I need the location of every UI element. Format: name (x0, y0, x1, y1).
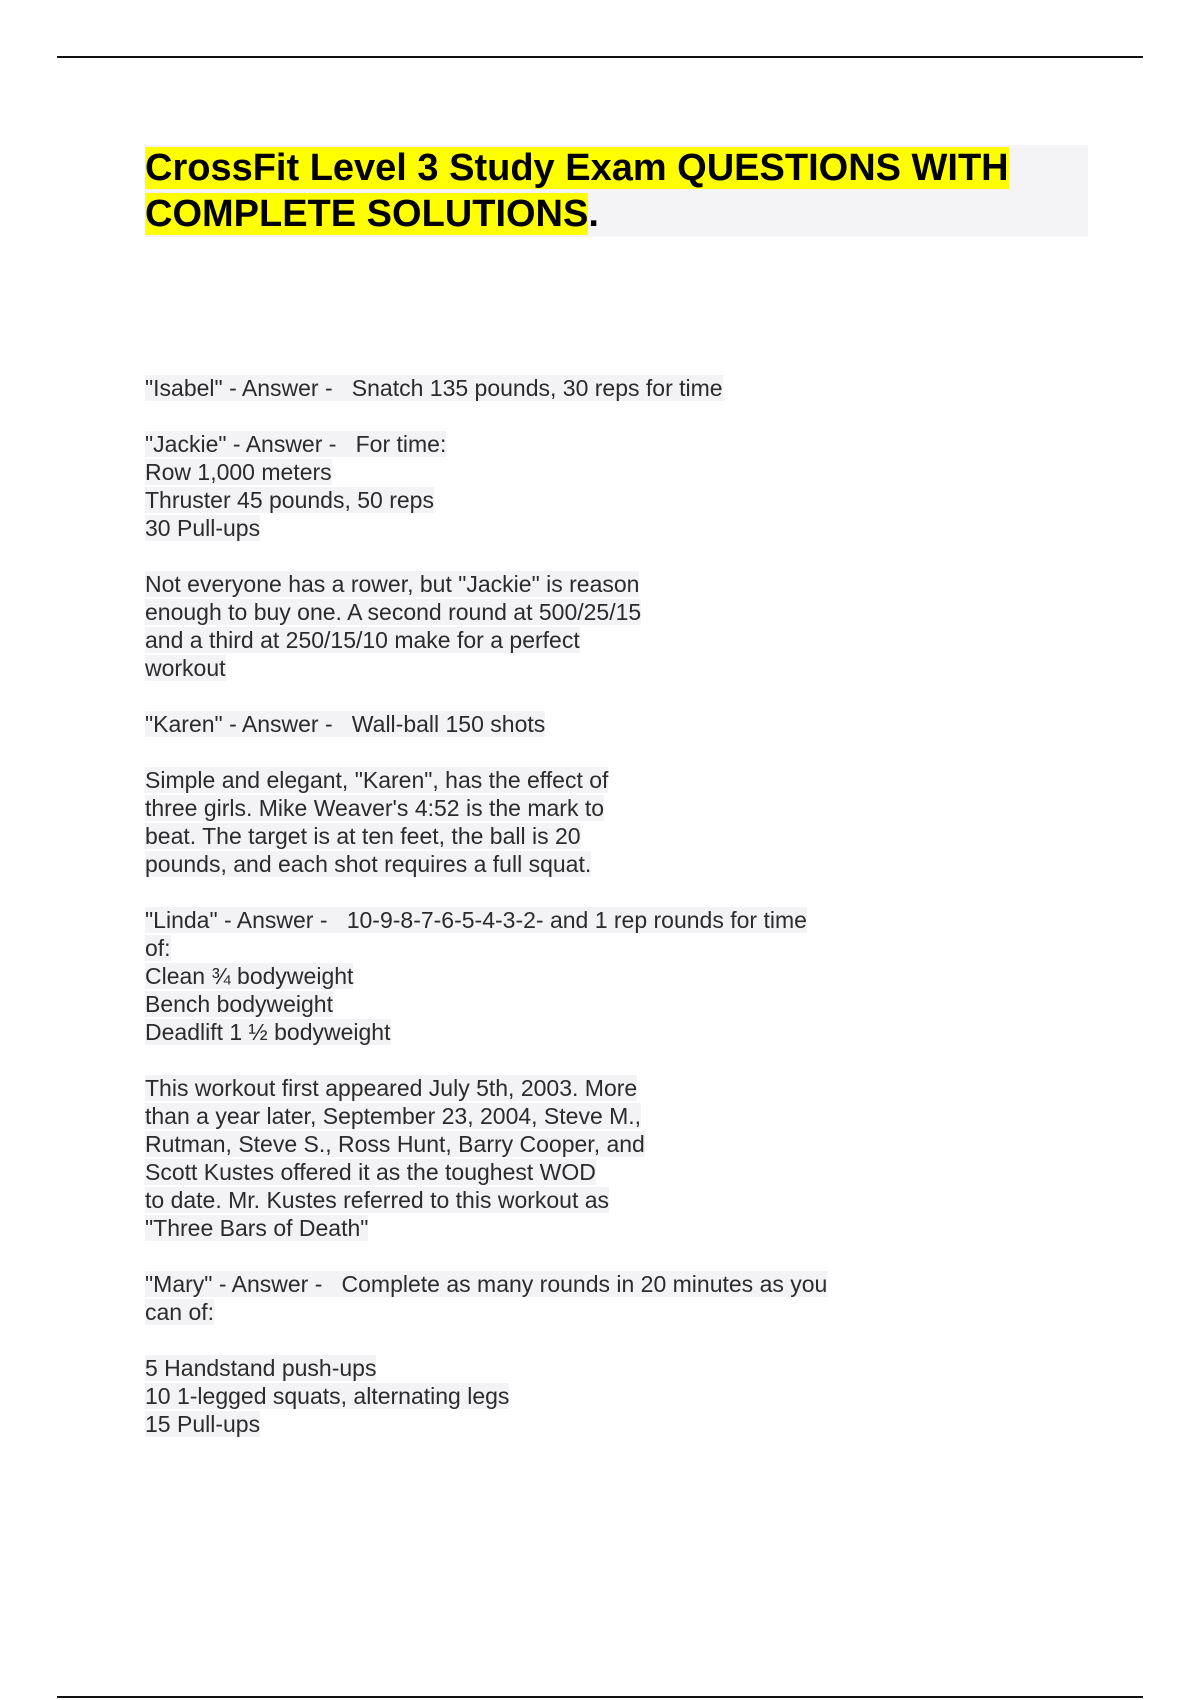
question-label: "Isabel" - Answer - (145, 375, 333, 401)
note-line: three girls. Mike Weaver's 4:52 is the mark to (145, 795, 605, 821)
qa-entry-karen (145, 710, 1045, 738)
note-line: Scott Kustes offered it as the toughest WOD (145, 1159, 596, 1185)
qa-entry-jackie (145, 430, 1045, 542)
note-line: Not everyone has a rower, but "Jackie" is reason (145, 571, 640, 597)
question-label: "Linda" - Answer - (145, 907, 328, 933)
answer-line: For time: (355, 431, 447, 457)
note-line: Simple and elegant, "Karen", has the effect of (145, 767, 609, 793)
question-label: "Karen" - Answer - (145, 711, 333, 737)
answer-line: Complete as many rounds in 20 minutes as you (341, 1271, 828, 1297)
answer-line: Row 1,000 meters (145, 459, 332, 485)
qa-note-karen (145, 766, 1045, 878)
answer-line: Bench bodyweight (145, 991, 333, 1017)
title-period: . (588, 193, 599, 235)
note-line: pounds, and each shot requires a full squat. (145, 851, 592, 877)
note-line: 10 1-legged squats, alternating legs (145, 1383, 510, 1409)
title-part2: COMPLETE SOLUTIONS (145, 193, 589, 235)
note-line: This workout first appeared July 5th, 2003. More (145, 1075, 638, 1101)
note-line: workout (145, 655, 226, 681)
note-line: "Three Bars of Death" (145, 1215, 369, 1241)
note-line: to date. Mr. Kustes referred to this workout as (145, 1187, 610, 1213)
title-highlight (145, 147, 1009, 235)
note-line: 15 Pull-ups (145, 1411, 261, 1437)
note-line: 5 Handstand push-ups (145, 1355, 377, 1381)
answer-line: 30 Pull-ups (145, 515, 261, 541)
answer-line: of: (145, 935, 171, 961)
qa-entry-mary (145, 1270, 1045, 1326)
qa-entry-linda (145, 906, 1045, 1046)
answer-line: can of: (145, 1299, 215, 1325)
note-line: enough to buy one. A second round at 500/25/15 (145, 599, 642, 625)
answer-line: Clean ¾ bodyweight (145, 963, 354, 989)
qa-note-jackie (145, 570, 1045, 682)
question-label: "Mary" - Answer - (145, 1271, 323, 1297)
title-block (145, 145, 1088, 237)
qa-entry-isabel (145, 374, 1045, 402)
note-line: and a third at 250/15/10 make for a perfect (145, 627, 580, 653)
qa-content (145, 374, 1045, 1466)
note-line: than a year later, September 23, 2004, Steve M., (145, 1103, 642, 1129)
header-rule (57, 56, 1143, 58)
note-line: Rutman, Steve S., Ross Hunt, Barry Cooper, and (145, 1131, 645, 1157)
answer-line: Snatch 135 pounds, 30 reps for time (351, 375, 723, 401)
question-label: "Jackie" - Answer - (145, 431, 337, 457)
document-title (145, 145, 1088, 237)
answer-line: Deadlift 1 ½ bodyweight (145, 1019, 391, 1045)
title-part1: CrossFit Level 3 Study Exam QUESTIONS WITH (145, 147, 1009, 189)
note-line: beat. The target is at ten feet, the ball is 20 (145, 823, 581, 849)
answer-line: 10-9-8-7-6-5-4-3-2- and 1 rep rounds for time (346, 907, 807, 933)
qa-note-linda (145, 1074, 1045, 1242)
answer-line: Wall-ball 150 shots (351, 711, 546, 737)
answer-line: Thruster 45 pounds, 50 reps (145, 487, 434, 513)
footer-rule (57, 1696, 1143, 1698)
qa-note-mary (145, 1354, 1045, 1438)
